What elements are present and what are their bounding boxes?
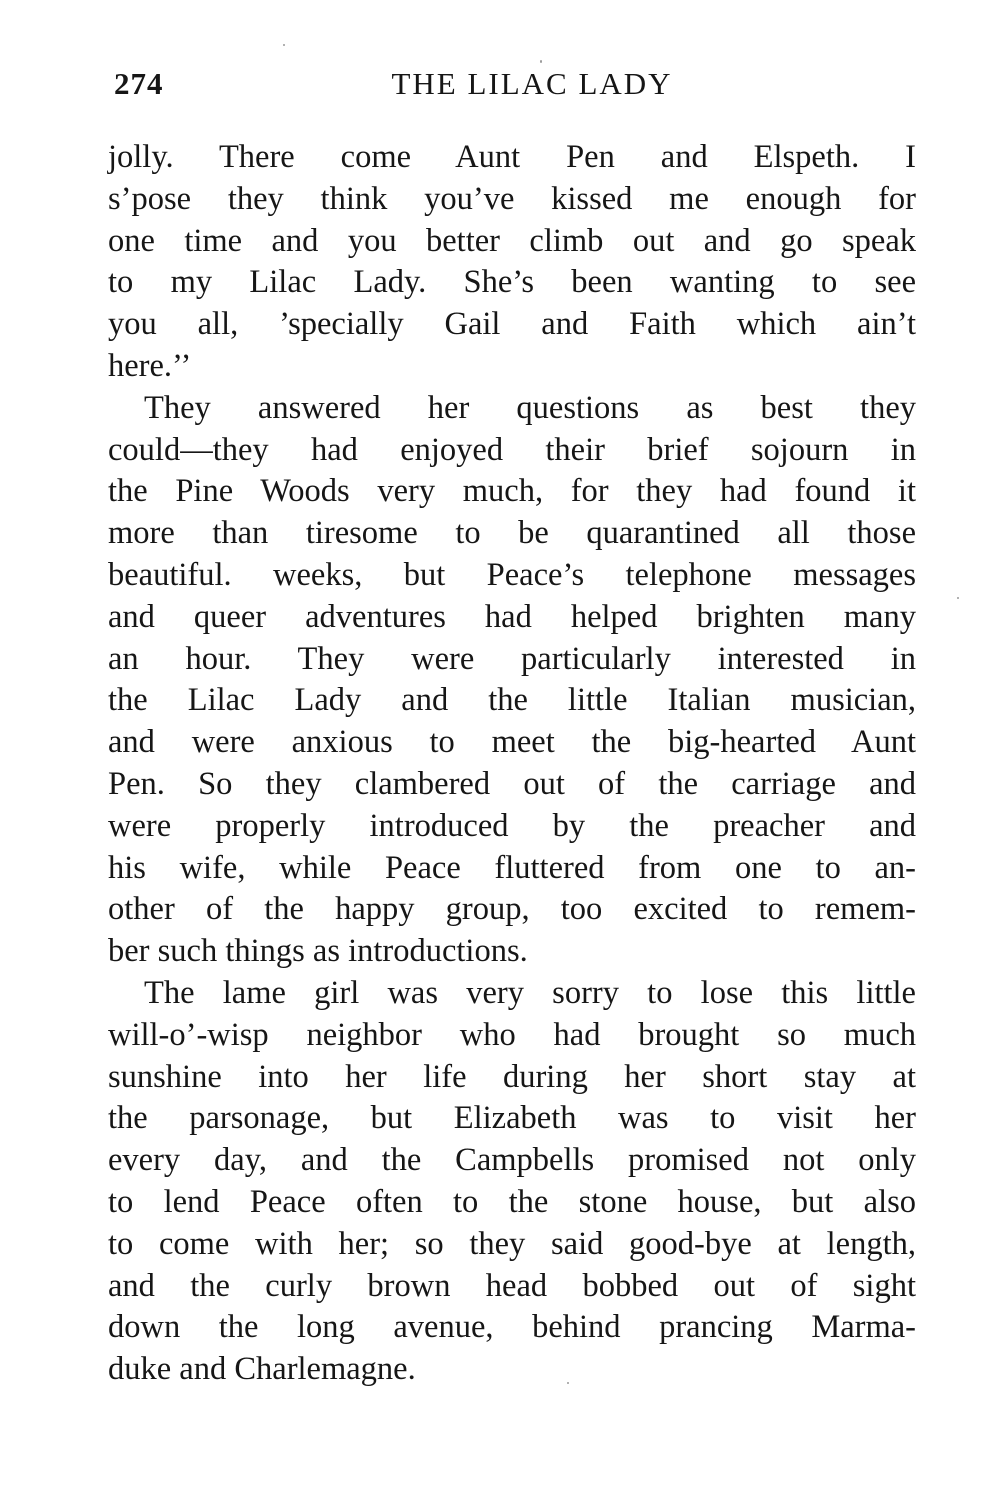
text-line: s’pose they think you’ve kissed me enough for — [108, 180, 916, 217]
text-line: will-o’-wisp neighbor who had brought so much — [108, 1016, 916, 1053]
print-speck — [957, 597, 959, 599]
text-line: to come with her; so they said good-bye at length, — [108, 1225, 916, 1262]
text-line: duke and Charlemagne. — [108, 1351, 416, 1388]
text-line: every day, and the Campbells promised not only — [108, 1142, 916, 1179]
text-line: and queer adventures had helped brighten many — [108, 598, 916, 635]
page-number: 274 — [114, 66, 164, 101]
text-line: could—they had enjoyed their brief sojourn in — [108, 431, 916, 468]
text-line: the parsonage, but Elizabeth was to visit her — [108, 1100, 916, 1137]
text-line: They answered her questions as best they — [144, 389, 916, 426]
text-line: and were anxious to meet the big-hearted Aunt — [108, 724, 916, 761]
text-line: The lame girl was very sorry to lose this little — [144, 974, 916, 1011]
text-line: an hour. They were particularly interested in — [108, 640, 916, 677]
text-line: one time and you better climb out and go speak — [108, 222, 916, 259]
text-line: sunshine into her life during her short stay at — [108, 1058, 916, 1095]
text-line: other of the happy group, too excited to remem- — [108, 891, 916, 928]
text-line: to my Lilac Lady. She’s been wanting to see — [108, 264, 916, 301]
text-line: to lend Peace often to the stone house, but also — [108, 1183, 916, 1220]
text-line: here.’’ — [108, 347, 192, 384]
text-line: down the long avenue, behind prancing Marma- — [108, 1309, 916, 1346]
text-line: jolly. There come Aunt Pen and Elspeth. I — [108, 139, 916, 175]
print-speck — [283, 44, 285, 46]
running-title: THE LILAC LADY — [391, 66, 673, 101]
print-speck — [567, 1382, 569, 1384]
text-line: the Lilac Lady and the little Italian musician, — [108, 682, 916, 719]
running-head — [112, 66, 912, 110]
text-line: the Pine Woods very much, for they had found it — [108, 473, 916, 510]
body-text — [108, 137, 916, 1391]
print-speck — [540, 60, 542, 63]
text-line: were properly introduced by the preacher and — [108, 807, 916, 844]
text-line: and the curly brown head bobbed out of sight — [108, 1267, 916, 1304]
text-line: beautiful. weeks, but Peace’s telephone messages — [108, 556, 916, 593]
text-line: Pen. So they clambered out of the carriage and — [108, 765, 916, 802]
text-line: ber such things as introductions. — [108, 933, 528, 970]
text-line: more than tiresome to be quarantined all those — [108, 515, 916, 552]
text-line: you all, ’specially Gail and Faith which ain’t — [108, 306, 916, 343]
text-line: his wife, while Peace fluttered from one to an- — [108, 849, 916, 886]
